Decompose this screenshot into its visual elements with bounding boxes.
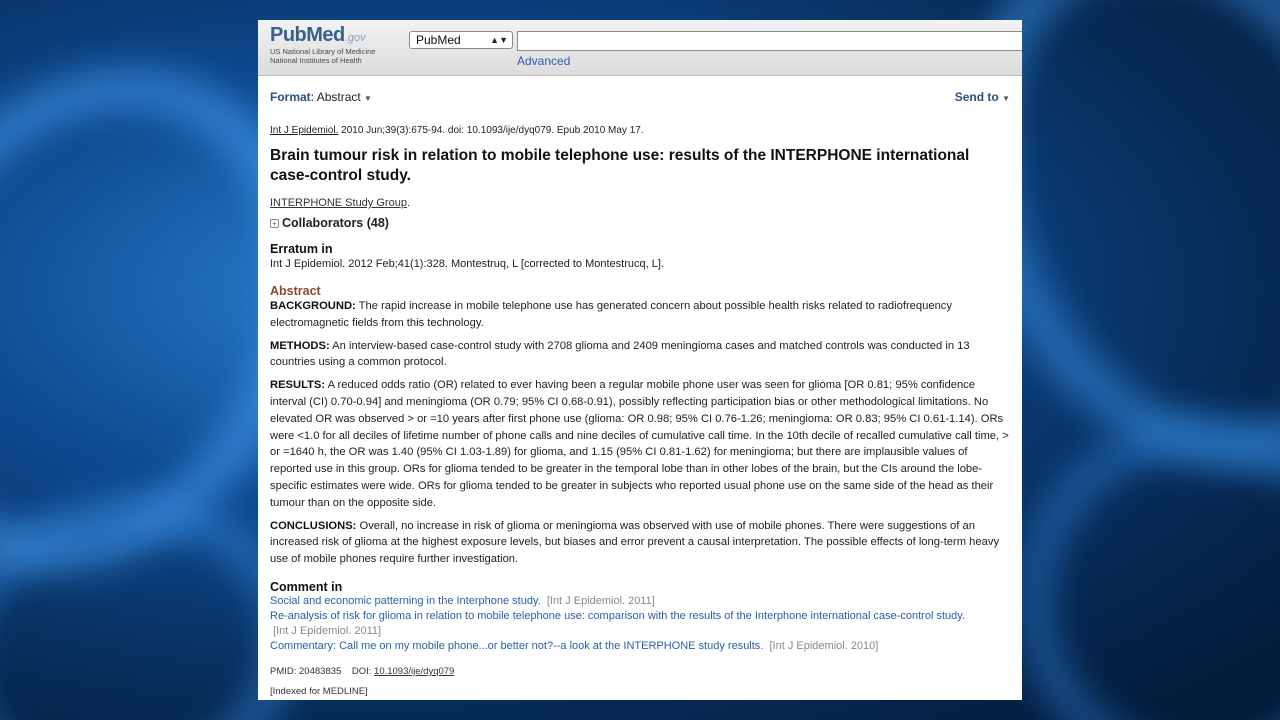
- collaborators-label: Collaborators (48): [282, 216, 389, 230]
- abstract-background: [270, 298, 1010, 332]
- pmid: PMID: 20483835: [270, 665, 342, 677]
- journal-link[interactable]: Int J Epidemiol.: [270, 125, 339, 136]
- background-text: The rapid increase in mobile telephone use has generated concern about possible health risks related to radiofrequency electromagnetic fields from this technology.: [270, 300, 952, 329]
- citation-details: 2010 Jun;39(3):675-94. doi: 10.1093/ije/dyq079. Epub 2010 May 17.: [338, 125, 644, 136]
- send-to-label: Send to: [954, 90, 999, 104]
- conclusions-label: CONCLUSIONS:: [270, 519, 357, 532]
- comment-source: [Int J Epidemiol. 2011]: [546, 594, 655, 607]
- methods-label: METHODS:: [270, 339, 330, 352]
- comment-link[interactable]: Re-analysis of risk for glioma in relation to mobile telephone use: comparison with the results of the Interphone international case-control study.: [270, 609, 965, 622]
- indexing-status: [Indexed for MEDLINE]: [270, 685, 368, 697]
- logo-gov: .gov: [344, 32, 366, 44]
- format-menu[interactable]: Format: Abstract ▼: [270, 90, 372, 104]
- methods-text: An interview-based case-control study with 2708 glioma and 2409 meningioma cases and matched controls was conducted in 13 countries using a common protocol.: [270, 339, 970, 369]
- chevron-down-icon: ▼: [1002, 94, 1010, 103]
- doi-label: DOI:: [351, 665, 372, 677]
- database-select-value: PubMed: [416, 33, 461, 47]
- article-title: Brain tumour risk in relation to mobile telephone use: results of the INTERPHONE international case-control study.: [270, 147, 970, 184]
- results-label: RESULTS:: [270, 379, 326, 392]
- comment-link[interactable]: Social and economic patterning in the Interphone study.: [270, 594, 541, 607]
- pubmed-header: [258, 20, 1022, 76]
- advanced-search-link[interactable]: Advanced: [517, 54, 571, 68]
- background-label: BACKGROUND:: [270, 300, 356, 312]
- logo-line-1: US National Library of Medicine: [270, 47, 376, 56]
- comment-source: [Int J Epidemiol. 2010]: [769, 639, 879, 652]
- pubmed-logo[interactable]: [270, 24, 375, 65]
- main-content: [270, 90, 1010, 697]
- conclusions-text: Overall, no increase in risk of glioma or meningioma was observed with use of mobile phones. There were suggestions of an increased risk of glioma at the highest exposure levels, but biases and error prevent a causal interpretation. The possible effects of long-term heavy use of mobile phones require further investigation.: [270, 519, 1000, 566]
- comment-item: [270, 639, 1010, 654]
- abstract-methods: [270, 338, 1010, 372]
- comment-source: [Int J Epidemiol. 2011]: [273, 624, 382, 637]
- author-link[interactable]: INTERPHONE Study Group: [270, 197, 407, 209]
- chevron-down-icon: ▼: [364, 94, 372, 103]
- display-toolbar: [270, 90, 1010, 110]
- comment-link[interactable]: Commentary: Call me on my mobile phone...or better not?--a look at the INTERPHONE study results.: [270, 639, 764, 652]
- results-text: A reduced odds ratio (OR) related to ever having been a regular mobile phone user was seen for glioma [OR 0.81; 95% confidence interval (CI) 0.70-0.94] and meningioma (OR 0.79; 95% CI 0.68-0.91), possibly reflecting participation bias or other methodological limitations. No elevated OR was observed > or =10 years after first phone use (glioma: OR 0.98; 95% CI 0.76-1.26; meningioma: OR 0.83; 95% CI 0.61-1.14). ORs were <1.0 for all deciles of lifetime number of phone calls and nine deciles of cumulative call time. In the 10th decile of recalled cumulative call time, > or =1640 h, the OR was 1.40 (95% CI 1.03-1.89) for glioma, and 1.15 (95% CI 0.81-1.62) for meningioma; but there are implausible values of reported use in this group. ORs for glioma tended to be greater in the temporal lobe than in other lobes of the brain, but the CIs around the lobe-specific estimates were wide. ORs for glioma tended to be greater in subjects who reported usual phone use on the same side of the head as their tumour than on the opposite side.: [270, 379, 1009, 509]
- search-input[interactable]: [517, 31, 1022, 51]
- expand-plus-icon: +: [270, 219, 279, 228]
- abstract-heading: Abstract: [270, 284, 321, 298]
- citation-line: [270, 125, 1010, 136]
- erratum-text: Int J Epidemiol. 2012 Feb;41(1):328. Montestruq, L [corrected to Montestrucq, L].: [270, 258, 664, 270]
- database-select[interactable]: [409, 31, 513, 49]
- logo-wordmark: PubMed: [270, 24, 345, 46]
- comment-item: [270, 594, 1010, 609]
- collaborators-toggle[interactable]: [270, 216, 1010, 230]
- abstract-results: [270, 377, 1010, 511]
- comment-item: [270, 609, 1010, 639]
- abstract-conclusions: [270, 518, 1010, 568]
- logo-line-2: National Institutes of Health: [270, 56, 362, 65]
- pubmed-page: [258, 20, 1022, 700]
- select-arrows-icon: ▲▼: [490, 35, 508, 45]
- doi-link[interactable]: 10.1093/ije/dyq079: [374, 665, 455, 677]
- author-list: INTERPHONE Study Group.: [270, 197, 410, 209]
- send-to-menu[interactable]: [955, 90, 1010, 104]
- format-label: Format: [270, 90, 311, 104]
- identifier-row: [270, 666, 1010, 677]
- format-value: Abstract: [316, 90, 361, 104]
- erratum-heading: Erratum in: [270, 242, 333, 256]
- comment-heading: Comment in: [270, 579, 343, 594]
